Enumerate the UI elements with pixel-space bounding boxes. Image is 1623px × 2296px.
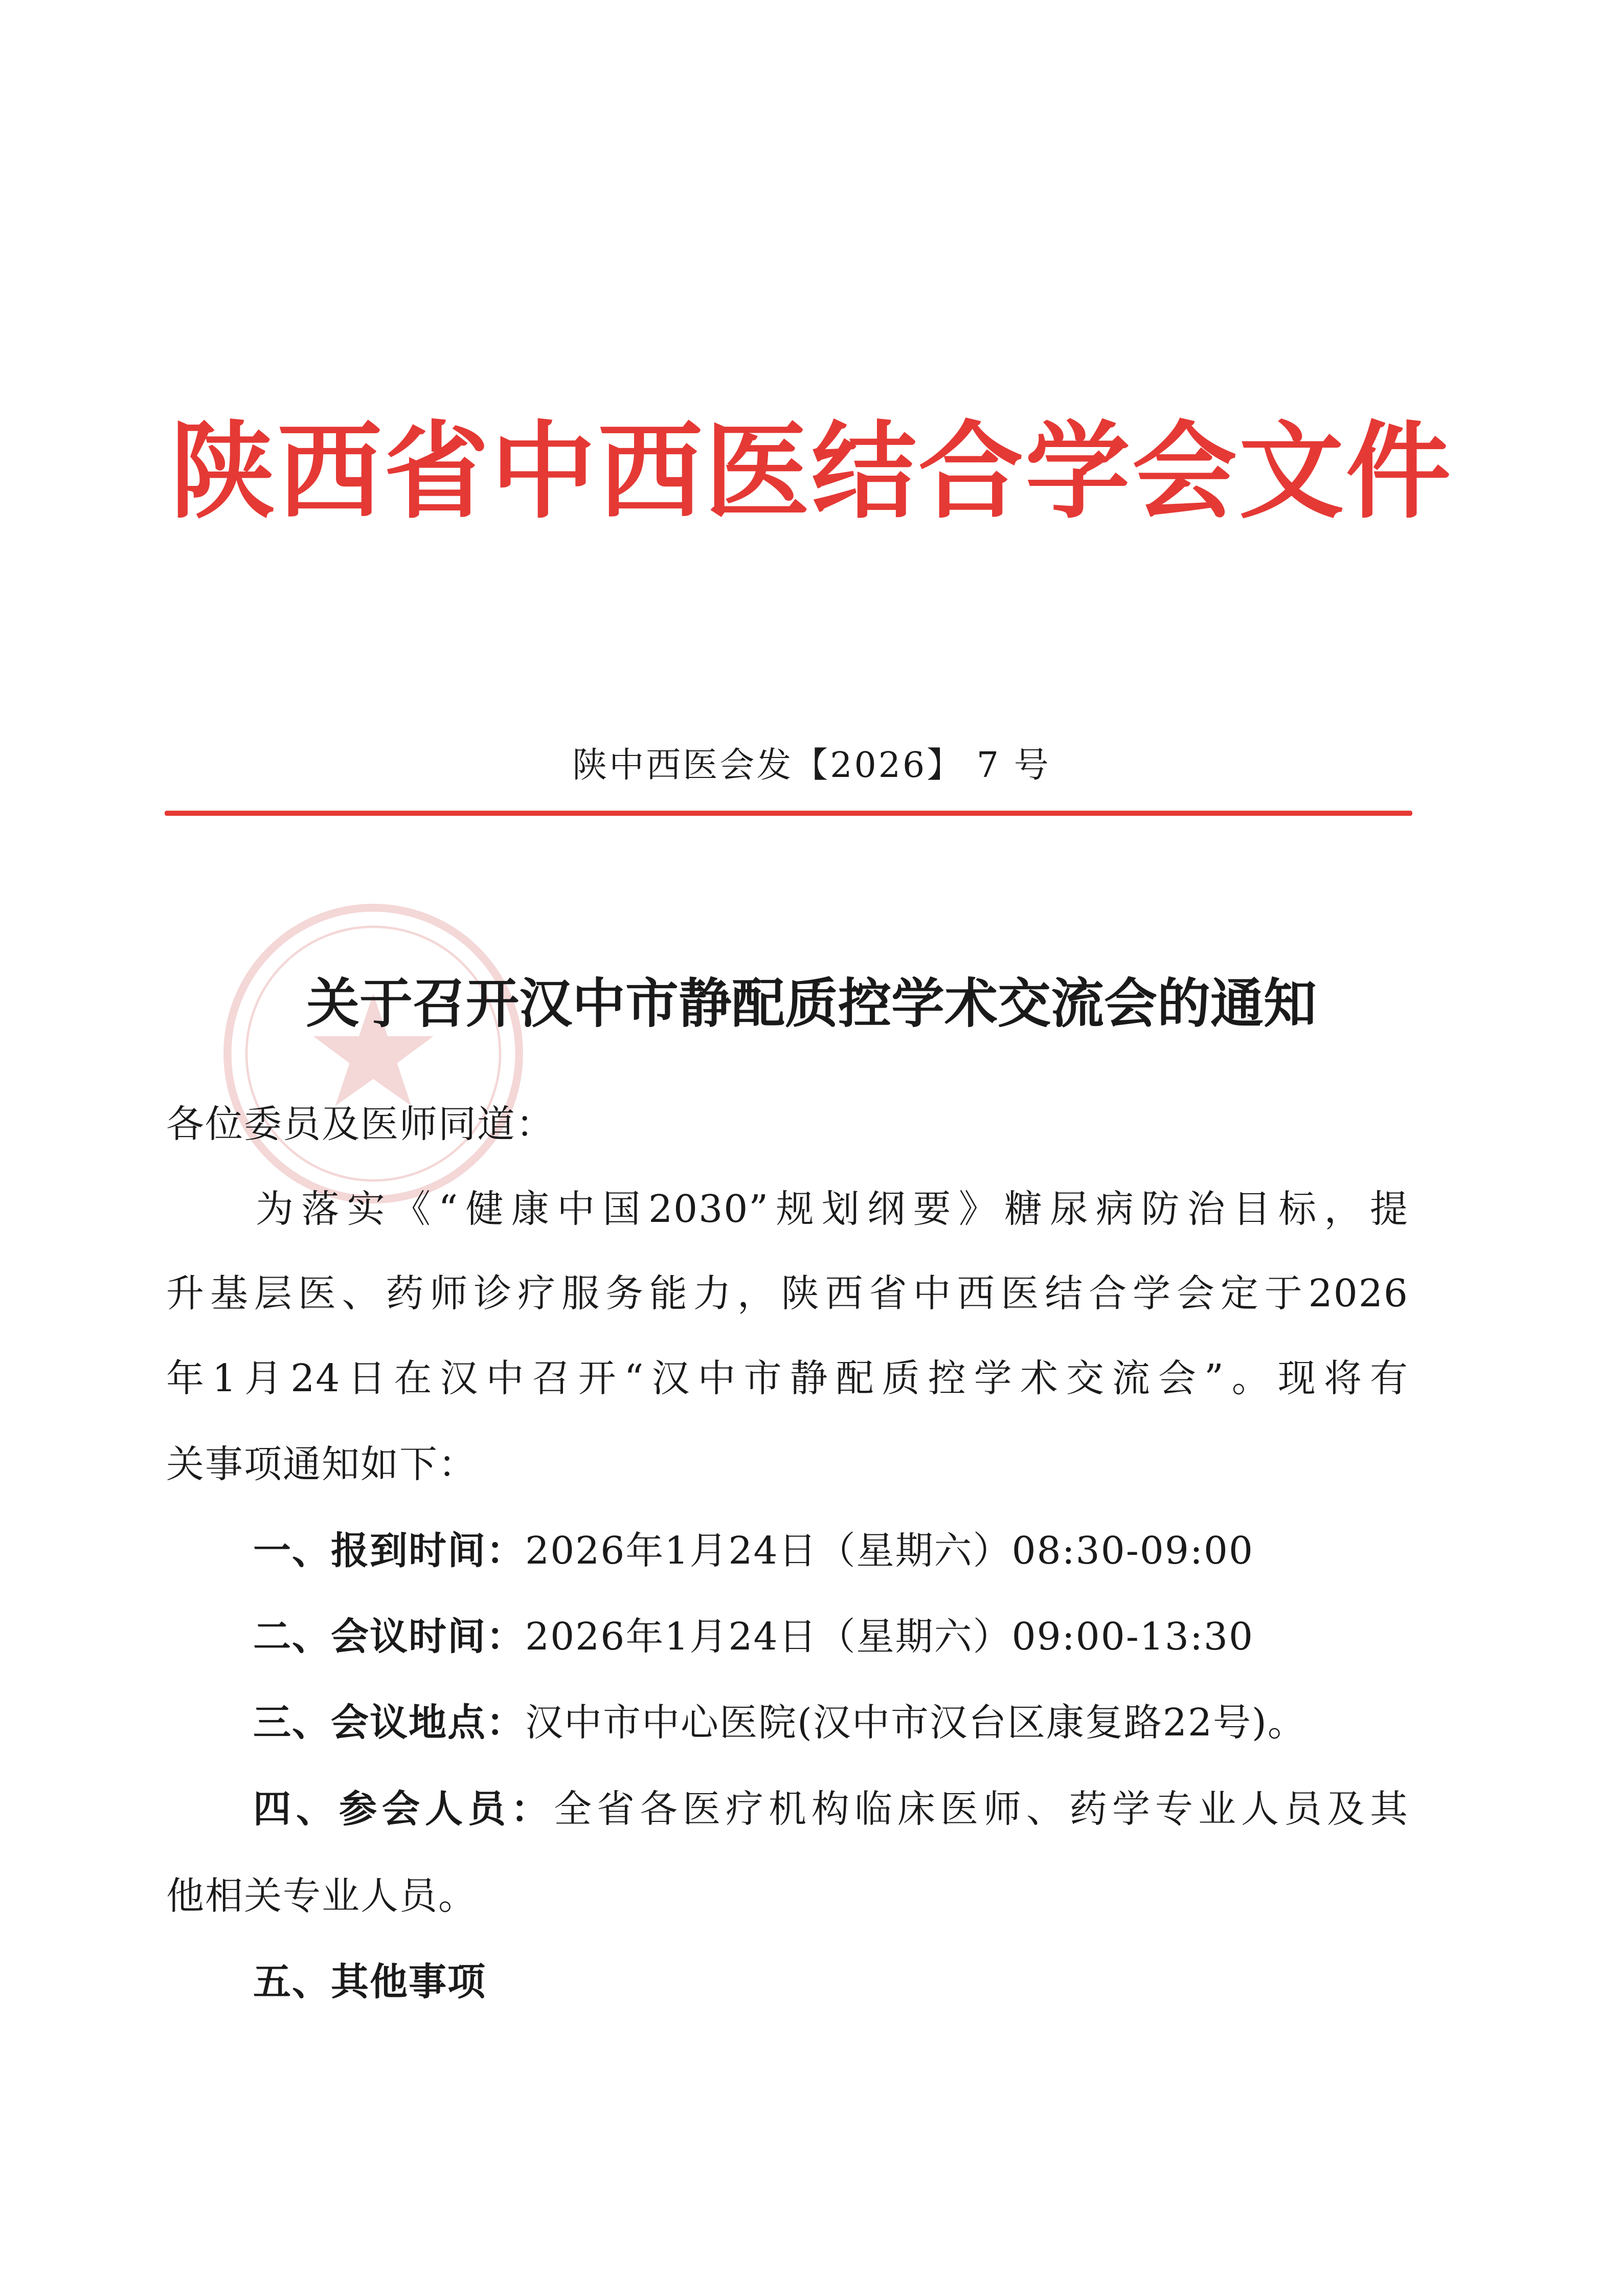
- intro-line-3: 年1月24日在汉中召开“汉中市静配质控学术交流会”。现将有: [166, 1356, 1409, 1400]
- intro-line-2: 升基层医、药师诊疗服务能力，陕西省中西医结合学会定于2026: [166, 1272, 1409, 1316]
- item-meeting-venue: [253, 1701, 1306, 1745]
- salutation: 各位委员及医师同道：: [166, 1102, 555, 1146]
- item-value: 全省各医疗机构临床医师、药学专业人员及其: [554, 1787, 1409, 1831]
- item-registration-time: [253, 1529, 1254, 1573]
- item-label: 四、参会人员：: [253, 1787, 554, 1831]
- intro-line-1: 为落实《“健康中国2030”规划纲要》糖尿病防治目标，提: [256, 1187, 1409, 1231]
- item-value: 2026年1月24日（星期六）08:30-09:00: [525, 1529, 1254, 1573]
- item-label: 二、会议时间：: [253, 1615, 525, 1659]
- notice-title: 关于召开汉中市静配质控学术交流会的通知: [306, 972, 1317, 1035]
- item-meeting-time: [253, 1615, 1254, 1659]
- item-label: 一、报到时间：: [253, 1529, 525, 1573]
- document-number: 陕中西医会发【2026】 7 号: [572, 745, 1051, 786]
- item-other-matters: [253, 1960, 486, 2004]
- red-divider-rule: [165, 811, 1412, 816]
- item-value: 2026年1月24日（星期六）09:00-13:30: [525, 1615, 1254, 1659]
- official-seal-icon: [215, 895, 532, 1212]
- item-attendees-continuation: 他相关专业人员。: [166, 1874, 477, 1918]
- item-label: 三、会议地点：: [253, 1701, 525, 1745]
- item-attendees: [253, 1787, 1409, 1831]
- item-label: 五、其他事项: [253, 1960, 486, 2004]
- intro-line-4: 关事项通知如下：: [166, 1442, 477, 1486]
- issuing-organization-title: 陕西省中西医结合学会文件: [170, 410, 1453, 533]
- item-value: 汉中市中心医院(汉中市汉台区康复路22号)。: [525, 1701, 1306, 1745]
